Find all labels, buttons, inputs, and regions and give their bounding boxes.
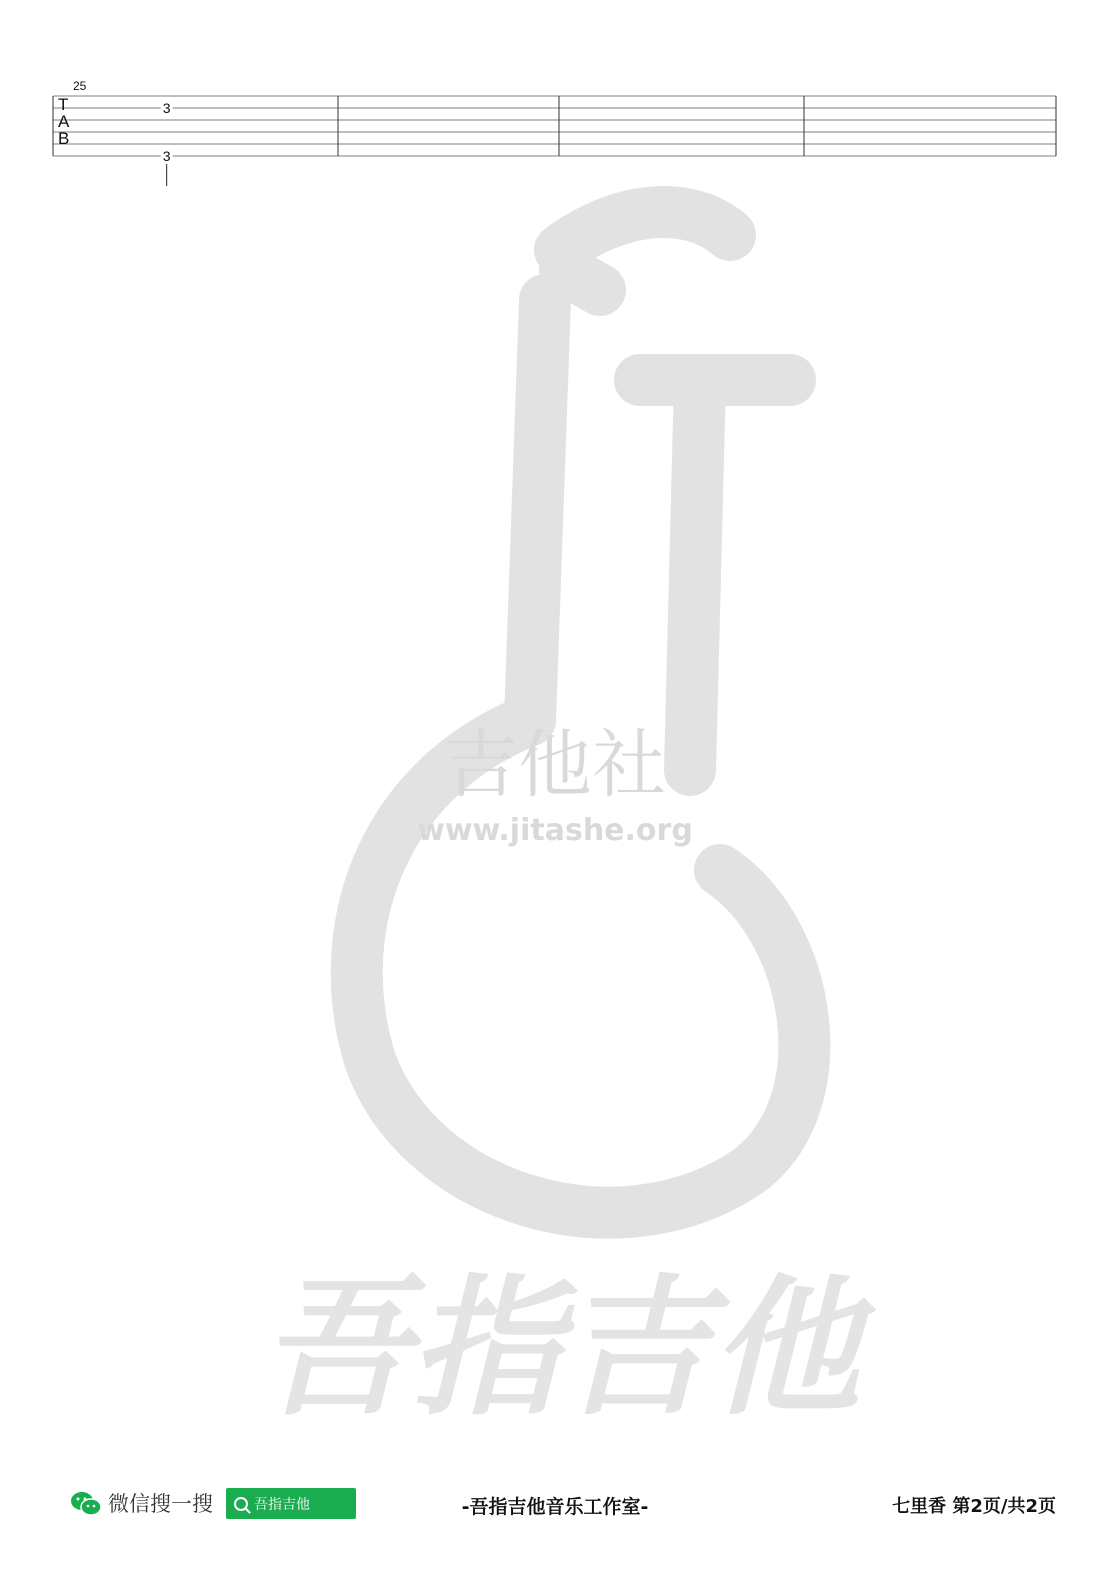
tab-clef-letter: A [58,112,70,131]
page-info: 七里香 第2页/共2页 [892,1496,1056,1517]
tab-clef-letter: T [58,95,69,114]
tab-systems [53,79,1056,186]
watermark-url: www.jitashe.org [417,813,693,848]
watermark-cn: 吉他社 [444,722,666,808]
tab-system [53,79,1056,186]
fret-number: 3 [162,148,171,164]
search-label: 吾指吉他 [254,1496,310,1513]
watermark-brand: 吾指吉他 [259,1262,861,1436]
measure-number: 25 [73,79,87,93]
wechat-text: 微信搜一搜 [108,1492,213,1516]
footer [0,1480,1110,1530]
studio-name: -吾指吉他音乐工作室- [461,1496,649,1518]
tab-clef-letter: B [58,129,70,148]
fret-number: 3 [162,100,171,116]
